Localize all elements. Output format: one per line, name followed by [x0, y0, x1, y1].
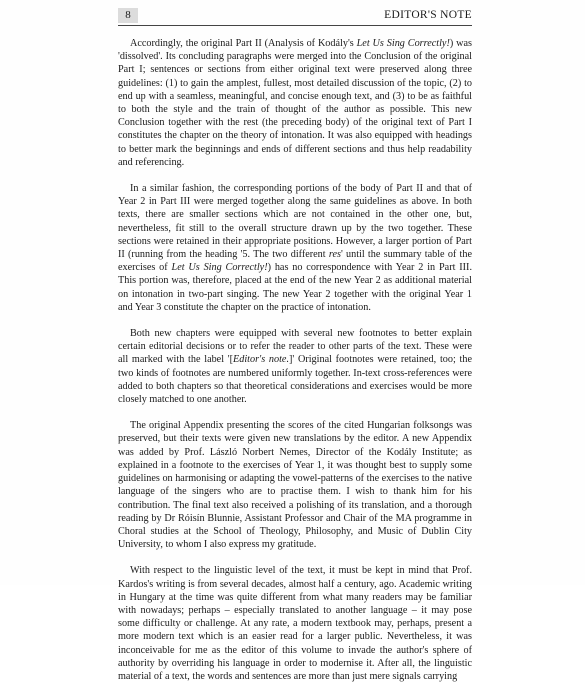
text-run: ) was 'dissolved'. Its concluding paragraphs were merged into the Conclusion of the original Part I; sentences or sections from either original text were preserved along three guidelines: (1) to gain the amplest, fullest, most detailed discussion of the topic, (2) to end up with a seamless, meaningful, and concise enough text, and (3) to be as faithful to both the style and the train of thought of the author as possible. This new Conclusion together with the rest (the preceding body) of the original text of Part I constitutes the chapter on the theory of intonation. It was also equipped with headings to better mark the beginnings and ends of different sections and thus help readability and referencing. [118, 38, 472, 168]
paragraph-4 [118, 419, 472, 551]
text-run: ' until the summary table of the exercises of [118, 249, 472, 274]
italic-text: Let Us Sing Correctly! [171, 262, 268, 274]
page-header [118, 4, 472, 26]
text-run: With respect to the linguistic level of the text, it must be kept in mind that Prof. Kardos's writing is from several decades, almost half a century, ago. Academic writing in Hungary at the time was quite different from what many readers may be familiar with nowadays; perhaps – especially translated to another language – it may pose some difficulty or challenge. At any rate, a modern textbook may, perhaps, present a more modern text which is an easier read for a larger public. Nevertheless, it was inconceivable for me as the editor of this volume to invade the author's sphere of authority by overriding his language in order to modernise it. After all, the linguistic material of a text, the words and sentences are more than just mere signals carrying [118, 565, 472, 682]
paragraph-3 [118, 327, 472, 406]
page-number: 8 [118, 8, 138, 23]
paragraph-5 [118, 564, 472, 683]
text-run: The original Appendix presenting the scores of the cited Hungarian folksongs was preserved, but their texts were given new translations by the editor. A new Appendix was added by Prof. László Norbert Nemes, Director of the Kodály Institute; as explained in a footnote to the exercises of Year 1, it was thought best to supply some guidelines on harmonising or adapting the vowel-patterns of the exercises to the native language of the singers who are to practise them. I wish to thank him for his contribution. The final text also received a polishing of its translation, and a thorough reading by Dr Róisín Blunnie, Assistant Professor and Chair of the MA programme in Choral studies at the School of Theology, Philosophy, and Music of Dublin City University, to whom I also express my gratitude. [118, 420, 472, 551]
text-run: ) has no correspondence with Year 2 in Part III. This portion was, therefore, placed at the end of the new Year 2 as additional material on intonation in two-part singing. The new Year 2 together with the original Year 1 and Year 3 constitute the chapter on the practice of intonation. [118, 262, 472, 313]
text-run: Accordingly, the original Part II (Analysis of Kodály's [130, 38, 357, 49]
text-run: In a similar fashion, the corresponding portions of the body of Part II and that of Year 2 in Part III were merged together along the same guidelines as above. In both texts, there are smaller sections which are not contained in the other one, but, nevertheless, fit still to the overall structure drawn up by the two together. These sections were retained in their appropriate positions. However, a larger portion of Part II (running from the heading '5. The two different [118, 183, 472, 261]
italic-text: Let Us Sing Correctly! [356, 38, 450, 49]
text-run: ]' Original footnotes were retained, too; the two kinds of footnotes are numbered uniformly together. In-text cross-references were added to both chapters so that theoretical considerations and exercises would be more closely matched to one another. [118, 354, 472, 406]
paragraph-2 [118, 182, 472, 314]
italic-text: Editor's note. [233, 354, 290, 366]
text-run: Both new chapters were equipped with several new footnotes to better explain certain editorial decisions or to refer the reader to other parts of the text. These were all marked with the label '[ [118, 328, 472, 366]
paragraph-1 [118, 37, 472, 169]
body-text [118, 37, 472, 696]
italic-text: res [328, 249, 341, 261]
running-head: EDITOR'S NOTE [384, 9, 472, 21]
